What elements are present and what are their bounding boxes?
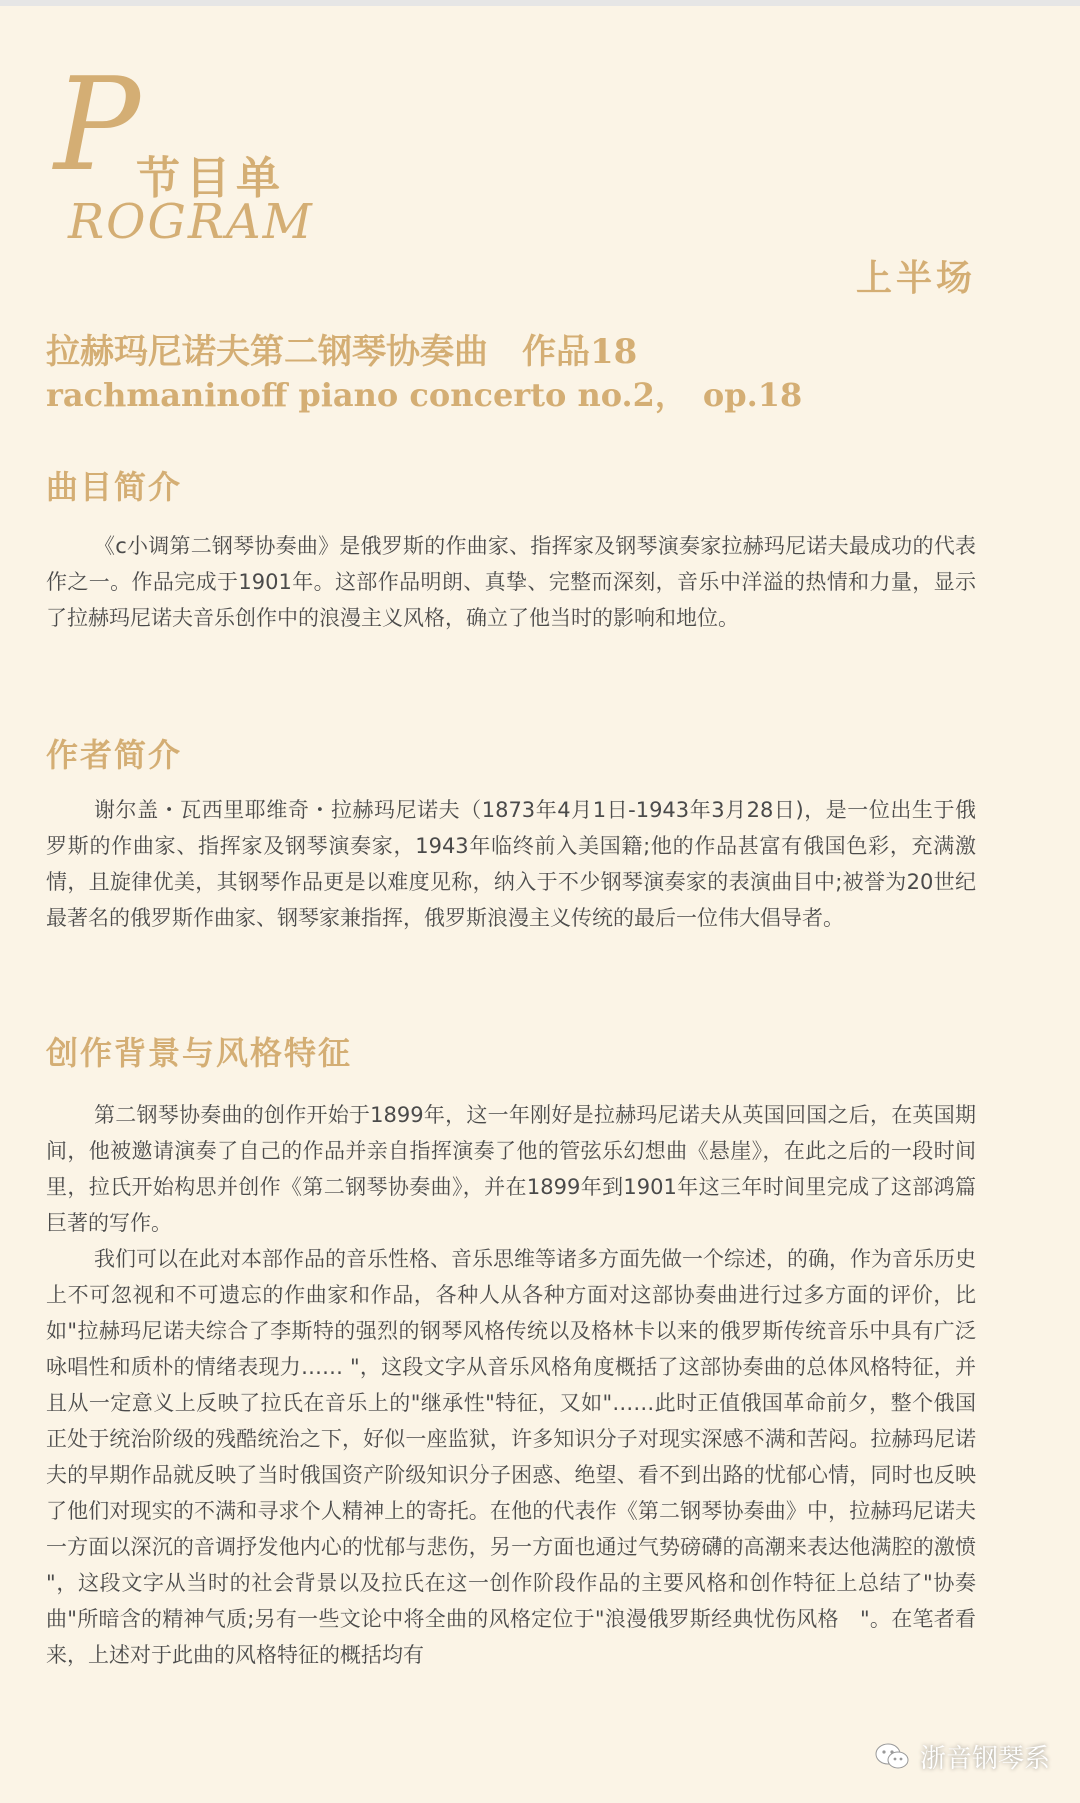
program-logo xyxy=(48,51,368,270)
section-heading-composer: 作者简介 xyxy=(46,736,183,774)
background-paragraph-2: 我们可以在此对本部作品的音乐性格、音乐思维等诸多方面先做一个综述，的确，作为音乐历史上不可忽视和不可遗忘的作曲家和作品，各种人从各种方面对这部协奏曲进行过多方面的评价，比如"拉赫玛尼诺夫综合了李斯特的强烈的钢琴风格传统以及格林卡以来的俄罗斯传统音乐中具有广泛咏唱性和质朴的情绪表现力…… "，这段文字从音乐风格角度概括了这部协奏曲的总体风格特征，并且从一定意义上反映了拉氏在音乐上的"继承性"特征，又如"……此时正值俄国革命前夕，整个俄国正处于统治阶级的残酷统治之下，好似一座监狱，许多知识分子对现实深感不满和苦闷。拉赫玛尼诺夫的早期作品就反映了当时俄国资产阶级知识分子困惑、绝望、看不到出路的忧郁心情，同时也反映了他们对现实的不满和寻求个人精神上的寄托。在他的代表作《第二钢琴协奏曲》中，拉赫玛尼诺夫一方面以深沉的音调抒发他内心的忧郁与悲伤，另一方面也通过气势磅礴的高潮来表达他满腔的激愤 "，这段文字从当时的社会背景以及拉氏在这一创作阶段作品的主要风格和创作特征上总结了"协奏曲"所暗含的精神气质;另有一些文论中将全曲的风格定位于"浪漫俄罗斯经典忧伤风格 "。在笔者看来，上述对于此曲的风格特征的概括均有 xyxy=(46,1247,976,1667)
logo-title-cn: 节目单 xyxy=(136,153,286,204)
work-title-cn: 拉赫玛尼诺夫第二钢琴协奏曲 作品18 xyxy=(46,332,638,372)
top-border xyxy=(0,0,1080,6)
background-paragraph-1: 第二钢琴协奏曲的创作开始于1899年，这一年刚好是拉赫玛尼诺夫从英国回国之后，在英国期间，他被邀请演奏了自己的作品并亲自指挥演奏了他的管弦乐幻想曲《悬崖》，在此之后的一段时间里，拉氏开始构思并创作《第二钢琴协奏曲》，并在1899年到1901年这三年时间里完成了这部鸿篇巨著的写作。 xyxy=(46,1103,976,1235)
section-heading-intro: 曲目简介 xyxy=(46,468,183,506)
work-title-en: rachmaninoff piano concerto no.2， op.18 xyxy=(46,376,803,414)
logo-title-en: ROGRAM xyxy=(68,194,314,250)
composer-paragraph: 谢尔盖・瓦西里耶维奇・拉赫玛尼诺夫（1873年4月1日-1943年3月28日)，是一位出生于俄罗斯的作曲家、指挥家及钢琴演奏家，1943年临终前入美国籍;他的作品甚富有俄国色彩，充满激情，且旋律优美，其钢琴作品更是以难度见称，纳入于不少钢琴演奏家的表演曲目中;被誉为20世纪最著名的俄罗斯作曲家、钢琴家兼指挥，俄罗斯浪漫主义传统的最后一位伟大倡导者。 xyxy=(46,798,976,930)
intro-paragraph: 《c小调第二钢琴协奏曲》是俄罗斯的作曲家、指挥家及钢琴演奏家拉赫玛尼诺夫最成功的代表作之一。作品完成于1901年。这部作品明朗、真挚、完整而深刻，音乐中洋溢的热情和力量，显示了拉赫玛尼诺夫音乐创作中的浪漫主义风格，确立了他当时的影响和地位。 xyxy=(46,534,976,630)
half-label: 上半场 xyxy=(855,257,976,299)
watermark-text: 浙音钢琴系 xyxy=(919,1744,1050,1774)
watermark xyxy=(874,1738,1050,1775)
wechat-icon xyxy=(874,1742,910,1772)
logo-initial: P xyxy=(54,51,141,200)
section-heading-background: 创作背景与风格特征 xyxy=(46,1034,353,1072)
